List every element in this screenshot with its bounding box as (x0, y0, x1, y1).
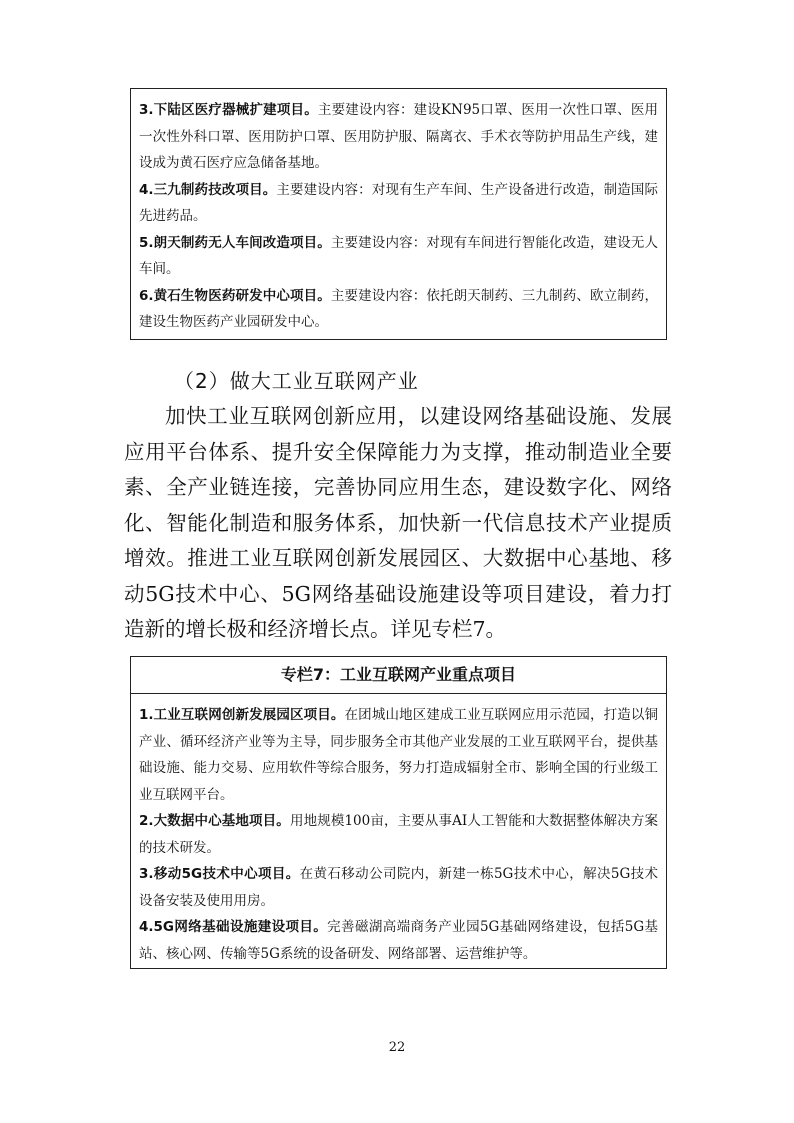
project-item-5 (139, 230, 658, 283)
project-title: 3.下陆区医疗器械扩建项目。 (139, 102, 318, 118)
project-title: 2.大数据中心基地项目。 (139, 813, 290, 829)
project-description: 主要建设内容：对现有生产车间、生产设备进行改造，制造国际先进药品。 (139, 181, 659, 224)
project-item-4 (139, 177, 658, 230)
project-description: 主要建设内容：依托朗天制药、三九制药、欧立制药，建设生物医药产业园研发中心。 (139, 287, 658, 330)
project-item-1 (139, 702, 658, 808)
project-description: 在团城山地区建成工业互联网应用示范园，打造以铜产业、循环经济产业等为主导，同步服务全市其他产业发展的工业互联网平台，提供基础设施、能力交易、应用软件等综合服务，努力打造成辐射全市、影响全国的行业级工业互联网平台。 (139, 707, 659, 803)
project-title: 3.移动5G技术中心项目。 (139, 866, 300, 882)
project-title: 1.工业互联网创新发展园区项目。 (139, 707, 345, 723)
project-item-3 (139, 861, 658, 914)
project-title: 6.黄石生物医药研发中心项目。 (139, 287, 331, 304)
column-7-title: 专栏7：工业互联网产业重点项目 (131, 657, 666, 694)
project-description: 在黄石移动公司院内，新建一栋5G技术中心，解决5G技术设备安装及使用用房。 (139, 866, 659, 909)
body-paragraph: 加快工业互联网创新应用，以建设网络基础设施、发展应用平台体系、提升安全保障能力为支撑，推动制造业全要素、全产业链连接，完善协同应用生态，建设数字化、网络化、智能化制造和服务体系，加快新一代信息技术产业提质增效。推进工业互联网创新发展园区、大数据中心基地、移动5G技术中心、5G网络基础设施建设等项目建设，着力打造新的增长极和经济增长点。详见专栏7。 (124, 404, 672, 641)
project-item-4 (139, 914, 658, 967)
column-7-box (130, 656, 667, 969)
top-project-box (130, 88, 667, 340)
project-description: 主要建设内容：对现有车间进行智能化改造，建设无人车间。 (139, 234, 658, 277)
project-title: 5.朗天制药无人车间改造项目。 (139, 234, 331, 251)
project-title: 4.5G网络基础设施建设项目。 (139, 919, 328, 935)
project-item-6 (139, 283, 658, 336)
project-item-2 (139, 808, 658, 861)
project-description: 完善磁湖高端商务产业园5G基础网络建设，包括5G基站、核心网、传输等5G系统的设备研发、网络部署、运营维护等。 (139, 919, 658, 962)
project-description: 用地规模100亩，主要从事AI人工智能和大数据整体解决方案的技术研发。 (139, 813, 658, 856)
project-description: 主要建设内容：建设KN95口罩、医用一次性口罩、医用一次性外科口罩、医用防护口罩、医用防护服、隔离衣、手术衣等防护用品生产线，建设成为黄石医疗应急储备基地。 (139, 102, 658, 171)
section-heading: （2）做大工业互联网产业 (174, 369, 419, 393)
page-number: 22 (388, 1040, 406, 1055)
column-7-body (131, 694, 666, 967)
project-title: 4.三九制药技改项目。 (139, 181, 277, 198)
project-item-3 (139, 97, 658, 177)
